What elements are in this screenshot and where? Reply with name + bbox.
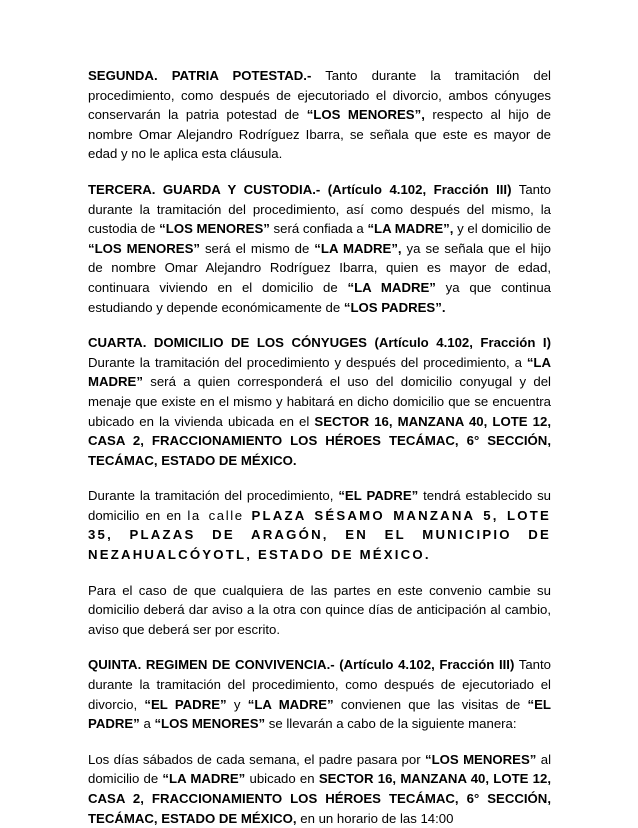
defined-term: “EL PADRE” <box>144 696 227 712</box>
paragraph-domicilio-padre <box>88 486 551 564</box>
clause-quinta <box>88 655 551 733</box>
defined-term: “LOS MENORES” <box>154 716 266 732</box>
clause-text: será confiada a <box>269 221 368 237</box>
clause-text: convienen que las visitas de <box>333 696 528 712</box>
defined-term: “LA MADRE” <box>162 771 246 787</box>
clause-text: Durante la tramitación del procedimiento, <box>88 488 339 504</box>
clause-text: será el mismo de <box>199 240 315 256</box>
clause-cuarta <box>88 333 551 470</box>
clause-segunda <box>88 66 551 164</box>
clause-text: al domicilio de <box>88 751 551 787</box>
clause-text: Para el caso de que cualquiera de las partes en este convenio cambie su domicilio deberá dar aviso a la otra con quince días de anticipación al cambio, aviso que deberá ser por escrito. <box>88 582 551 637</box>
clause-heading: QUINTA. REGIMEN DE CONVIVENCIA.- (Artículo 4.102, Fracción III) <box>88 657 515 673</box>
clause-heading: TERCERA. GUARDA Y CUSTODIA.- (Artículo 4.102, Fracción III) <box>88 181 512 197</box>
paragraph-sabados <box>88 750 551 828</box>
address: SECTOR 16, MANZANA 40, LOTE 12, CASA 2, FRACCIONAMIENTO LOS HÉROES TECÁMAC, 6° SECCIÓN, TECÁMAC, ESTADO DE MÉXICO, <box>88 771 551 826</box>
clause-text: en un horario de las 14:00 <box>296 810 454 826</box>
clause-text: y el domicilio de <box>453 221 551 237</box>
defined-term: “EL PADRE” <box>338 488 419 504</box>
clause-heading: CUARTA. DOMICILIO DE LOS CÓNYUGES (Artículo 4.102, Fracción I) <box>88 335 551 351</box>
clause-text: Tanto durante la tramitación del procedimiento, así como después del mismo, la custodia de <box>88 181 551 237</box>
paragraph-cambio-domicilio <box>88 581 551 640</box>
defined-term: “EL PADRE” <box>88 696 551 732</box>
defined-term: “LOS MENORES”, <box>306 107 425 123</box>
defined-term: “LOS MENORES” <box>425 751 537 767</box>
clause-text: respecto al hijo de nombre Omar Alejandro Rodríguez Ibarra, se señala que este es mayor de edad y no le aplica esta cláusula. <box>88 107 552 162</box>
defined-term: “LA MADRE”, <box>314 240 402 256</box>
clause-text: Durante la tramitación del procedimiento y después del procedimiento, a <box>88 354 527 370</box>
clause-text: ubicado en <box>245 771 319 787</box>
defined-term: “LOS PADRES”. <box>343 299 446 315</box>
clause-tercera <box>88 180 551 317</box>
defined-term: “LA MADRE” <box>247 696 334 712</box>
address: SECTOR 16, MANZANA 40, LOTE 12, CASA 2, FRACCIONAMIENTO LOS HÉROES TECÁMAC, 6° SECCIÓN, TECÁMAC, ESTADO DE MÉXICO. <box>88 413 551 468</box>
address: PLAZA SÉSAMO MANZANA 5, LOTE 35, PLAZAS DE ARAGÓN, EN EL MUNICIPIO DE NEZAHUALCÓYOTL, ESTADO DE MÉXICO. <box>88 507 551 563</box>
clause-text: Tanto durante la tramitación del procedimiento, como después de ejecutoriado el divorcio, <box>88 657 551 712</box>
clause-text: la calle <box>187 507 252 523</box>
document-page <box>88 66 551 828</box>
clause-text: Los días sábados de cada semana, el padre pasara por <box>88 751 425 767</box>
clause-text: ya que continua estudiando y depende económicamente de <box>88 279 551 315</box>
clause-text: a <box>139 716 155 732</box>
clause-text: ya se señala que el hijo de nombre Omar Alejandro Rodríguez Ibarra, quien es mayor de edad, continuara viviendo en el domicilio de <box>88 240 551 295</box>
clause-text: se llevarán a cabo de la siguiente manera: <box>265 716 517 732</box>
defined-term: “LA MADRE” <box>88 354 551 390</box>
clause-text: será a quien corresponderá el uso del domicilio conyugal y del menaje que existe en el mismo y habitará en dicho domicilio que se encuentra ubicado en la vivienda ubicada en el <box>88 374 551 429</box>
clause-text: y <box>226 696 248 712</box>
defined-term: “LOS MENORES” <box>159 221 270 237</box>
clause-heading: SEGUNDA. PATRIA POTESTAD.- <box>88 68 312 83</box>
clause-text: Tanto durante la tramitación del procedimiento, como después de ejecutoriado el divorcio, ambos cónyuges conservarán la patria potestad de <box>88 68 551 123</box>
defined-term: “LA MADRE”, <box>367 221 454 237</box>
defined-term: “LOS MENORES” <box>88 240 200 256</box>
clause-text: tendrá establecido su domicilio en en <box>88 488 552 523</box>
defined-term: “LA MADRE” <box>347 279 436 295</box>
